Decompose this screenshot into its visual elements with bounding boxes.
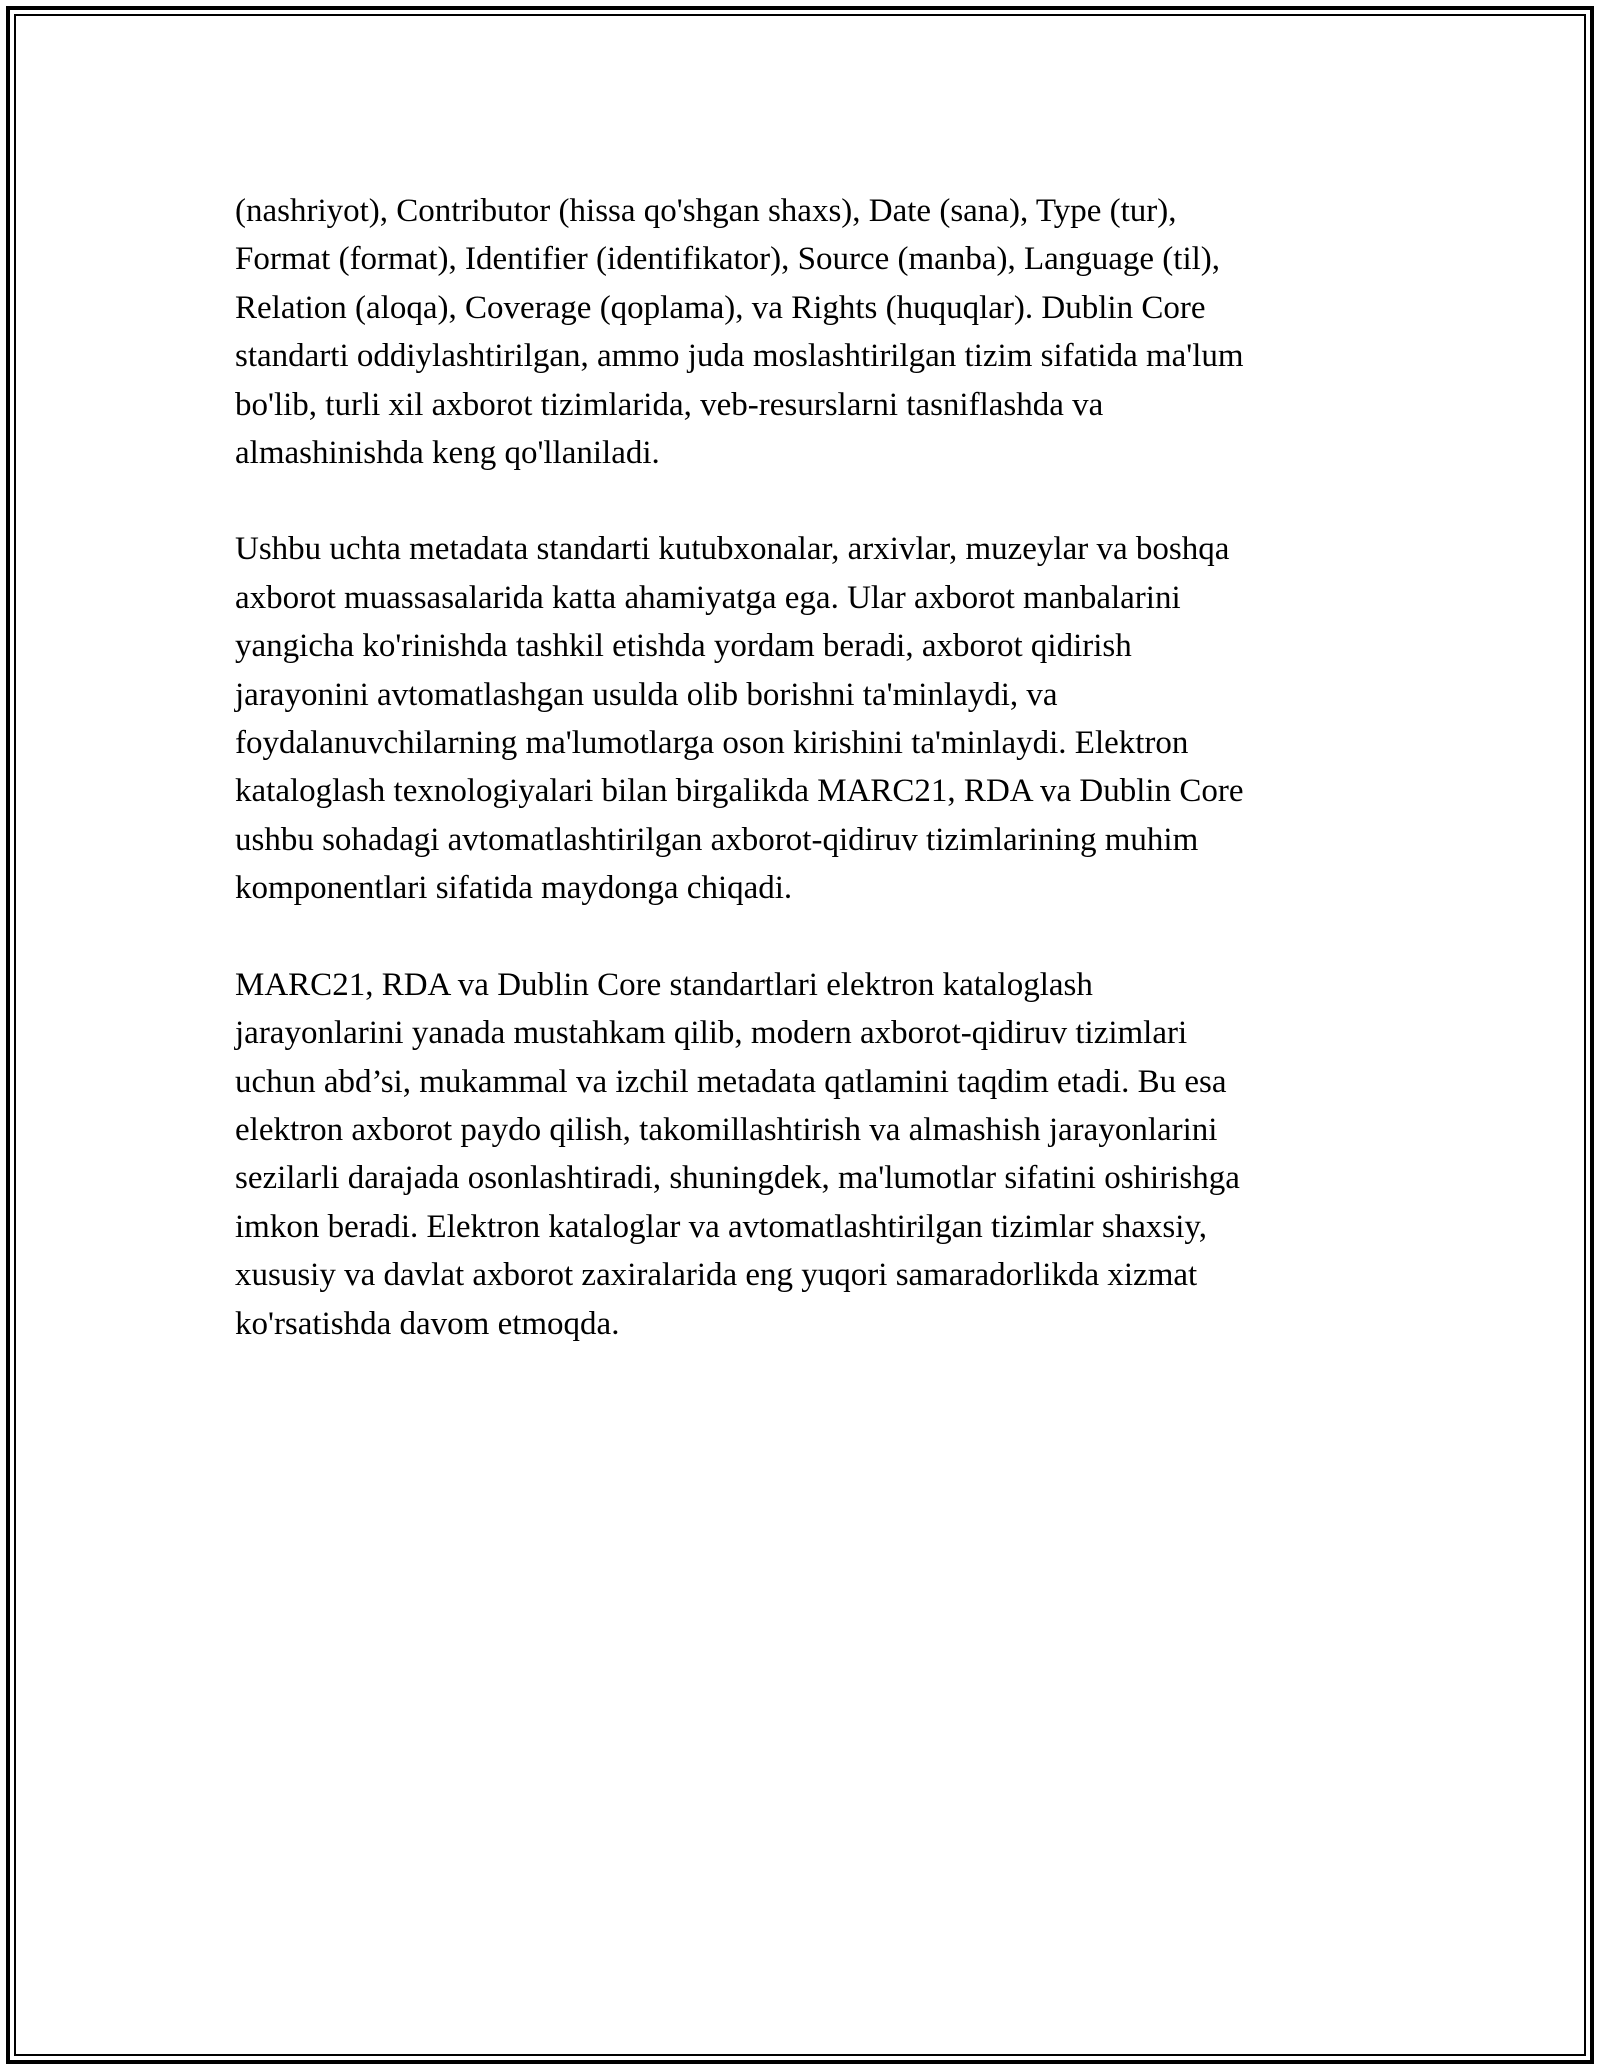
- paragraph-1: [235, 187, 1385, 477]
- text-line: xususiy va davlat axborot zaxiralarida eng yuqori samaradorlikda xizmat: [235, 1257, 1198, 1294]
- text-line: foydalanuvchilarning ma'lumotlarga oson kirishini ta'minlaydi. Elektron: [235, 725, 1189, 762]
- text-line: almashinishda keng qo'llaniladi.: [235, 435, 660, 472]
- text-line: Relation (aloqa), Coverage (qoplama), va Rights (huquqlar). Dublin Core: [235, 289, 1206, 326]
- text-line: axborot muassasalarida katta ahamiyatga ega. Ular axborot manbalarini: [235, 579, 1181, 616]
- text-line: imkon beradi. Elektron kataloglar va avtomatlashtirilgan tizimlar shaxsiy,: [235, 1208, 1208, 1245]
- paragraph-2: [235, 525, 1385, 912]
- text-line: yangicha ko'rinishda tashkil etishda yordam beradi, axborot qidirish: [235, 628, 1132, 665]
- text-line: standarti oddiylashtirilgan, ammo juda moslashtirilgan tizim sifatida ma'lum: [235, 338, 1244, 375]
- text-line: ushbu sohadagi avtomatlashtirilgan axborot-qidiruv tizimlarining muhim: [235, 821, 1199, 858]
- text-line: Format (format), Identifier (identifikator), Source (manba), Language (til),: [235, 241, 1221, 278]
- text-line: elektron axborot paydo qilish, takomillashtirish va almashish jarayonlarini: [235, 1111, 1218, 1148]
- text-line: sezilarli darajada osonlashtiradi, shuningdek, ma'lumotlar sifatini oshirishga: [235, 1160, 1240, 1197]
- text-line: komponentlari sifatida maydonga chiqadi.: [235, 870, 793, 907]
- text-line: jarayonlarini yanada mustahkam qilib, modern axborot-qidiruv tizimlari: [235, 1015, 1188, 1052]
- text-line: bo'lib, turli xil axborot tizimlarida, veb-resurslarni tasniflashda va: [235, 386, 1104, 423]
- text-line: jarayonini avtomatlashgan usulda olib borishni ta'minlaydi, va: [235, 676, 1058, 713]
- text-line: MARC21, RDA va Dublin Core standartlari elektron kataloglash: [235, 966, 1093, 1003]
- text-line: uchun abd’si, mukammal va izchil metadata qatlamini taqdim etadi. Bu esa: [235, 1063, 1227, 1100]
- text-line: kataloglash texnologiyalari bilan birgalikda MARC21, RDA va Dublin Core: [235, 773, 1244, 810]
- paragraph-3: [235, 961, 1385, 1348]
- text-line: ko'rsatishda davom etmoqda.: [235, 1305, 620, 1342]
- text-line: (nashriyot), Contributor (hissa qo'shgan shaxs), Date (sana), Type (tur),: [235, 193, 1177, 229]
- text-line: Ushbu uchta metadata standarti kutubxonalar, arxivlar, muzeylar va boshqa: [235, 531, 1230, 568]
- document-body: [235, 187, 1385, 1396]
